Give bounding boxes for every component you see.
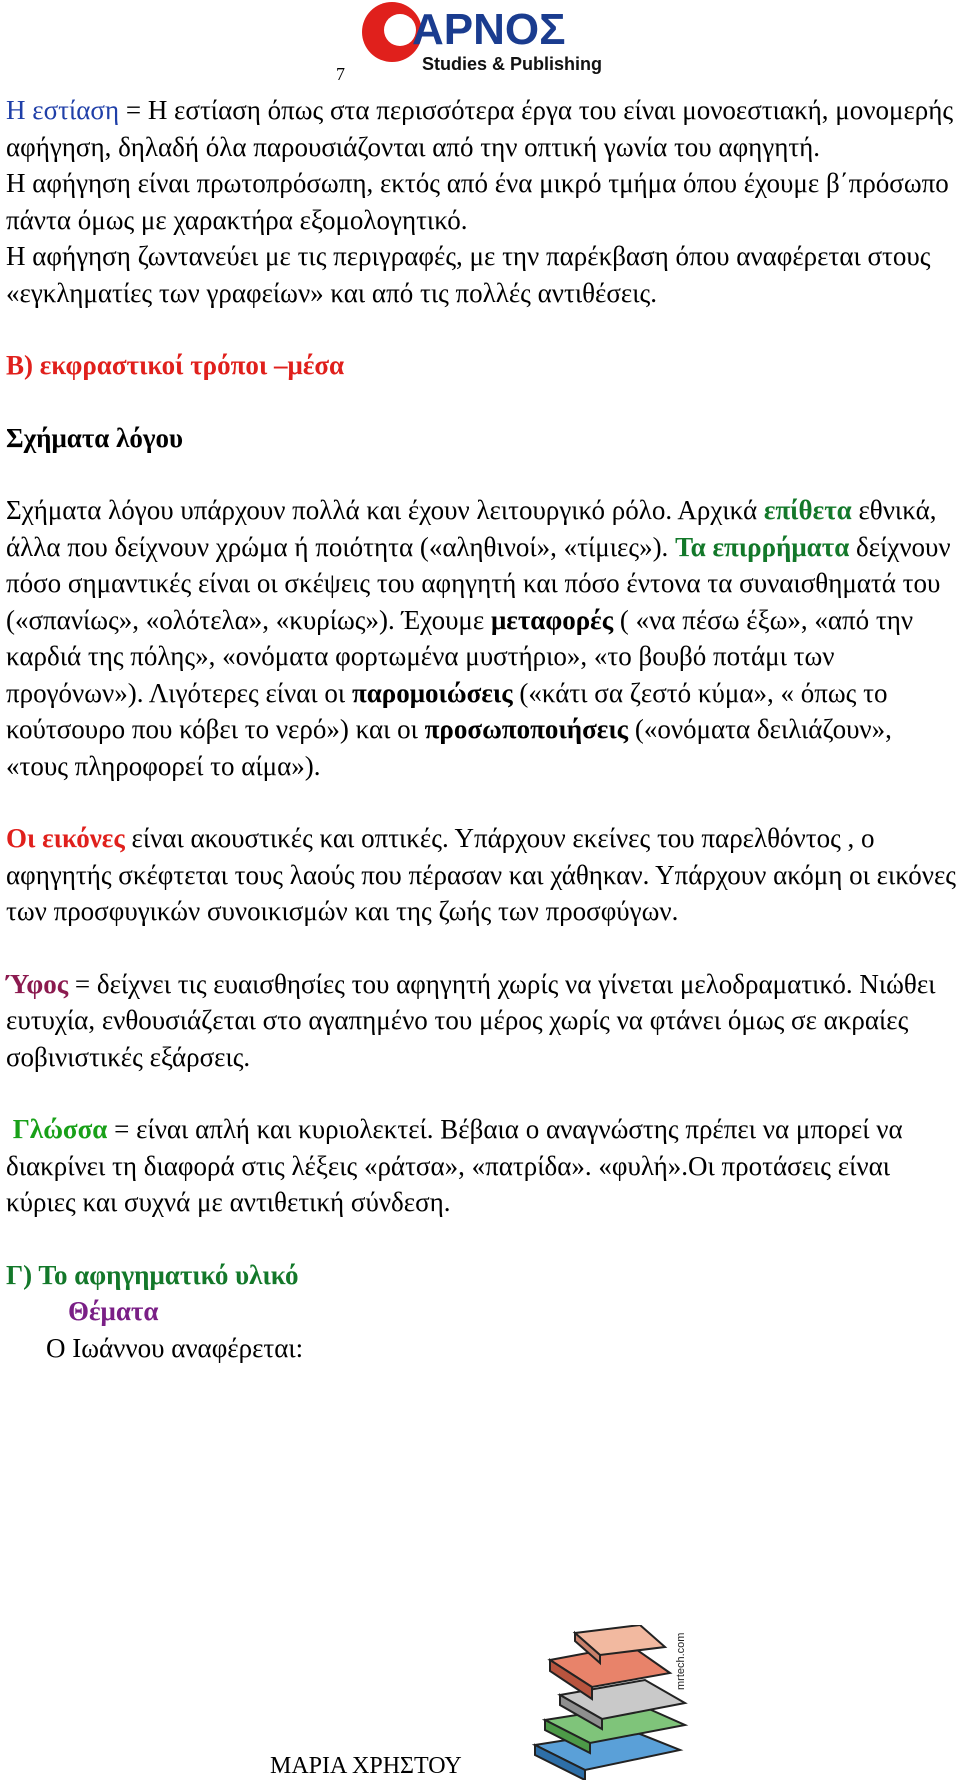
logo-wordmark: ΑΡΝΟΣ (412, 5, 566, 54)
books-stack-icon (520, 1625, 700, 1780)
term-glwssa: Γλώσσα (12, 1114, 108, 1144)
term-eikones: Οι εικόνες (6, 823, 125, 853)
logo-tagline: Studies & Publishing (422, 54, 603, 74)
paragraph-estiasi: Η εστίαση = Η εστίαση όπως στα περισσότερα έργα του είναι μονοεστιακή, μονομερής αφήγηση, δηλαδή όλα παρουσιάζονται από την οπτική γωνία του αφηγητή. (6, 95, 954, 162)
publisher-logo (350, 0, 620, 78)
paragraph-zontaneuei: Η αφήγηση ζωντανεύει με τις περιγραφές, με την παρέκβαση όπου αναφέρεται στους «εγκληματίες των γραφείων» και από τις πολλές αντιθέσεις. (6, 241, 931, 308)
term-proswpopoiiseis: προσωποποιήσεις (424, 714, 629, 744)
footer-author: ΜΑΡΙΑ ΧΡΗΣΤΟΥ (270, 1753, 462, 1779)
heading-schimata-logou: Σχήματα λόγου (6, 422, 184, 453)
page-number: 7 (336, 64, 345, 84)
document-body (6, 92, 956, 1366)
paragraph-glwssa: Γλώσσα = είναι απλή και κυριολεκτεί. Βέβαια ο αναγνώστης πρέπει να μπορεί να διακρίνει τη διαφορά στις λέξεις «ράτσα», «πατρίδα». «φυλή».Οι προτάσεις είναι κύριες και συχνά με αντιθετική σύνδεση. (6, 1114, 903, 1217)
heading-afigimatiko-yliko: Γ) Το αφηγηματικό υλικό (6, 1259, 299, 1290)
paragraph-eikones: Οι εικόνες είναι ακουστικές και οπτικές. Υπάρχουν εκείνες του παρελθόντος , ο αφηγητής σκέφτεται τους λαούς που πέρασαν και χάθηκαν. Υπάρχουν ακόμη οι εικόνες των προσφυγικών συνοικισμών και της ζωής των προσφύγων. (6, 823, 956, 926)
estiasi-text: Η εστίαση όπως στα περισσότερα έργα του είναι μονοεστιακή, μονομερής αφήγηση, δηλαδή όλα παρουσιάζονται από την οπτική γωνία του αφηγητή. (6, 95, 954, 162)
term-epitheta: επίθετα (763, 495, 852, 525)
term-epirrimata: Τα επιρρήματα (675, 531, 850, 562)
paragraph-yfos: Ύφος = δείχνει τις ευαισθησίες του αφηγητή χωρίς να γίνεται μελοδραματικό. Νιώθει ευτυχία, ενθουσιάζεται στο αγαπημένο του μέρος χωρίς να φτάνει όμως σε ακραίες σοβινιστικές εξάρσεις. (6, 968, 936, 1072)
paragraph-protoproswpi: Η αφήγηση είναι πρωτοπρόσωπη, εκτός από ένα μικρό τμήμα όπου έχουμε β΄πρόσωπο πάντα όμως με χαρακτήρα εξομολογητικό. (6, 168, 949, 235)
term-yfos: Ύφος (6, 968, 69, 999)
heading-ekfrastikoi: Β) εκφραστικοί τρόποι –μέσα (6, 350, 345, 380)
term-paromoiwseis: παρομοιώσεις (351, 677, 513, 708)
paragraph-schimata: Σχήματα λόγου υπάρχουν πολλά και έχουν λειτουργικό ρόλο. Αρχικά επίθετα εθνικά, άλλα που δείχνουν χρώμα ή ποιότητα («αληθινοί», «τίμιες»). Τα επιρρήματα δείχνουν πόσο σημαντικές είναι οι σκέψεις του αφηγητή και πόσο έντονα τα συναισθηματά του («σπανίως», «ολότελα», «κυρίως»). Έχουμε μεταφορές ( «να πέσω έξω», «από την καρδιά της πόλης», «ονόματα φορτωμένα μυστήριο», «το βουβό ποτάμι των προγόνων»). Λιγότερες είναι οι παρομοιώσεις («κάτι σα ζεστό κύμα», « όπως το κούτσουρο που κόβει το νερό») και οι προσωποποιήσεις («ονόματα δειλιάζουν», «τους πληροφορεί το αίμα»). (6, 495, 951, 781)
paragraph-ioannou: Ο Ιωάννου αναφέρεται: (46, 1332, 304, 1363)
term-estiasi: Η εστίαση (6, 95, 120, 125)
heading-themata: Θέματα (68, 1296, 159, 1326)
image-watermark: mrtech.com (675, 1632, 687, 1690)
term-metafores: μεταφορές (491, 604, 614, 635)
